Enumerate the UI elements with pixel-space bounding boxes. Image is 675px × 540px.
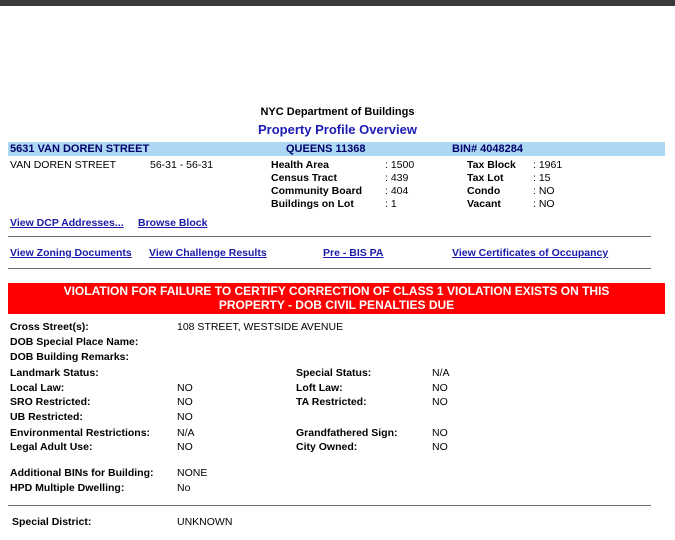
violation-line-2: PROPERTY - DOB CIVIL PENALTIES DUE	[218, 298, 455, 312]
ta-restricted-label: TA Restricted:	[296, 396, 367, 408]
view-challenge-results-link[interactable]: View Challenge Results	[149, 247, 267, 259]
census-tract-label: Census Tract	[271, 172, 337, 184]
violation-line-1: VIOLATION FOR FAILURE TO CERTIFY CORRECTION OF CLASS 1 VIOLATION EXISTS ON THIS	[63, 284, 610, 298]
legal-adult-use-value: NO	[177, 441, 193, 453]
special-place-name-label: DOB Special Place Name:	[10, 336, 139, 348]
pre-bis-pa-link[interactable]: Pre - BIS PA	[323, 247, 384, 259]
local-law-value: NO	[177, 382, 193, 394]
tax-lot-label: Tax Lot	[467, 172, 504, 184]
vacant-value: : NO	[533, 198, 555, 210]
borough-zip: QUEENS 11368	[286, 143, 366, 155]
sro-restricted-value: NO	[177, 396, 193, 408]
additional-bins-label: Additional BINs for Building:	[10, 467, 154, 479]
cross-streets-value: 108 STREET, WESTSIDE AVENUE	[177, 321, 344, 333]
view-zoning-documents-link[interactable]: View Zoning Documents	[10, 247, 132, 259]
agency-name: NYC Department of Buildings	[260, 106, 415, 118]
tax-block-value: : 1961	[533, 159, 563, 171]
special-district-label: Special District:	[12, 516, 92, 528]
tax-lot-value: : 15	[533, 172, 551, 184]
landmark-status-label: Landmark Status:	[10, 367, 99, 379]
property-address: 5631 VAN DOREN STREET	[10, 143, 150, 155]
environmental-restrictions-label: Environmental Restrictions:	[10, 427, 151, 439]
special-status-value: N/A	[432, 367, 450, 379]
divider	[8, 236, 651, 237]
additional-bins-value: NONE	[177, 467, 208, 479]
health-area-value: : 1500	[385, 159, 415, 171]
hpd-multiple-dwelling-label: HPD Multiple Dwelling:	[10, 482, 125, 494]
condo-label: Condo	[467, 185, 501, 197]
city-owned-label: City Owned:	[296, 441, 358, 453]
sro-restricted-label: SRO Restricted:	[10, 396, 91, 408]
street-range: 56-31 - 56-31	[150, 159, 214, 171]
divider	[8, 268, 651, 269]
special-status-label: Special Status:	[296, 367, 372, 379]
hpd-multiple-dwelling-value: No	[177, 482, 191, 494]
street-name: VAN DOREN STREET	[10, 159, 116, 171]
environmental-restrictions-value: N/A	[177, 427, 195, 439]
ub-restricted-label: UB Restricted:	[10, 411, 83, 423]
view-certificates-of-occupancy-link[interactable]: View Certificates of Occupancy	[452, 247, 609, 259]
building-remarks-label: DOB Building Remarks:	[10, 351, 130, 363]
local-law-label: Local Law:	[10, 382, 65, 394]
health-area-label: Health Area	[271, 159, 329, 171]
property-address-band	[8, 142, 665, 156]
window-top-bar	[0, 0, 675, 6]
divider	[8, 505, 651, 506]
cross-streets-label: Cross Street(s):	[10, 321, 89, 333]
violation-banner	[8, 283, 665, 314]
community-board-value: : 404	[385, 185, 409, 197]
grandfathered-sign-label: Grandfathered Sign:	[296, 427, 398, 439]
city-owned-value: NO	[432, 441, 448, 453]
page-title: Property Profile Overview	[258, 122, 417, 137]
census-tract-value: : 439	[385, 172, 409, 184]
special-district-value: UNKNOWN	[177, 516, 233, 528]
tax-block-label: Tax Block	[467, 159, 516, 171]
condo-value: : NO	[533, 185, 555, 197]
loft-law-label: Loft Law:	[296, 382, 343, 394]
loft-law-value: NO	[432, 382, 448, 394]
ta-restricted-value: NO	[432, 396, 448, 408]
legal-adult-use-label: Legal Adult Use:	[10, 441, 93, 453]
buildings-on-lot-label: Buildings on Lot	[271, 198, 354, 210]
buildings-on-lot-value: : 1	[385, 198, 397, 210]
view-dcp-addresses-link[interactable]: View DCP Addresses...	[10, 217, 124, 229]
vacant-label: Vacant	[467, 198, 501, 210]
ub-restricted-value: NO	[177, 411, 193, 423]
community-board-label: Community Board	[271, 185, 363, 197]
bin-number: BIN# 4048284	[452, 143, 523, 155]
grandfathered-sign-value: NO	[432, 427, 448, 439]
browse-block-link[interactable]: Browse Block	[138, 217, 208, 229]
